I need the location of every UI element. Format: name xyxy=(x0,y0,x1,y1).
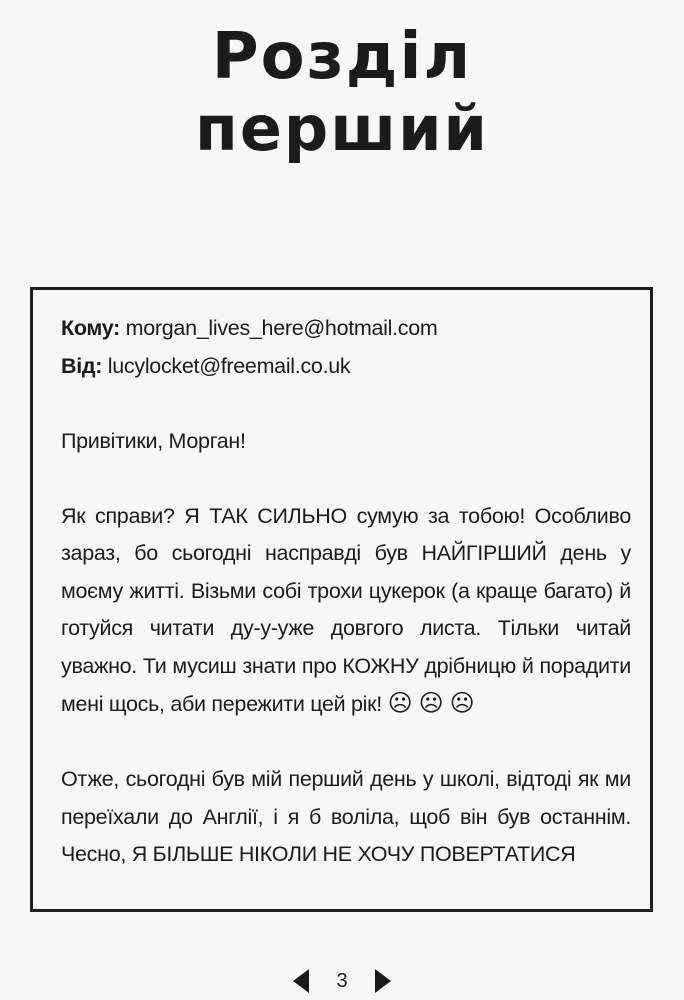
email-to-address: morgan_lives_here@hotmail.com xyxy=(125,316,438,340)
email-from-line xyxy=(61,348,631,386)
email-greeting: Привітики, Морган! xyxy=(61,428,246,453)
page-navigation xyxy=(0,966,684,995)
chapter-title xyxy=(0,22,684,163)
chapter-title-line1: Розділ xyxy=(211,20,473,94)
triangle-right-icon[interactable] xyxy=(375,969,391,993)
page-number: 3 xyxy=(336,969,348,992)
chapter-title-line2: перший xyxy=(195,91,489,165)
triangle-left-icon[interactable] xyxy=(293,969,309,993)
email-to-label: Кому: xyxy=(61,316,120,340)
email-letter-content xyxy=(61,310,631,874)
email-paragraph-2: Отже, сьогодні був мій перший день у школі, відтоді як ми переїхали до Англії, і я б воліла, щоб він був останнім. Чесно, Я БІЛЬШЕ НІКОЛИ НЕ ХОЧУ ПОВЕРТАТИСЯ xyxy=(61,767,631,866)
email-paragraph-1 xyxy=(61,498,631,724)
email-to-line xyxy=(61,310,631,348)
email-paragraph-1-text: Як справи? Я ТАК СИЛЬНО сумую за тобою! Особливо зараз, бо сьогодні насправді був НАЙГІРШИЙ день у моєму житті. Візьми собі трохи цукерок (а краще багато) й готуйся читати ду-у-уже довгого листа. Тільки читай уважно. Ти мусиш знати про КОЖНУ дрібницю й порадити мені щось, аби пережити цей рік! xyxy=(61,503,631,716)
sad-face-icon: ☹☹☹ xyxy=(387,689,481,717)
email-letter-box xyxy=(30,287,653,912)
email-from-address: lucylocket@freemail.co.uk xyxy=(107,353,351,378)
email-from-label: Від: xyxy=(61,353,103,378)
